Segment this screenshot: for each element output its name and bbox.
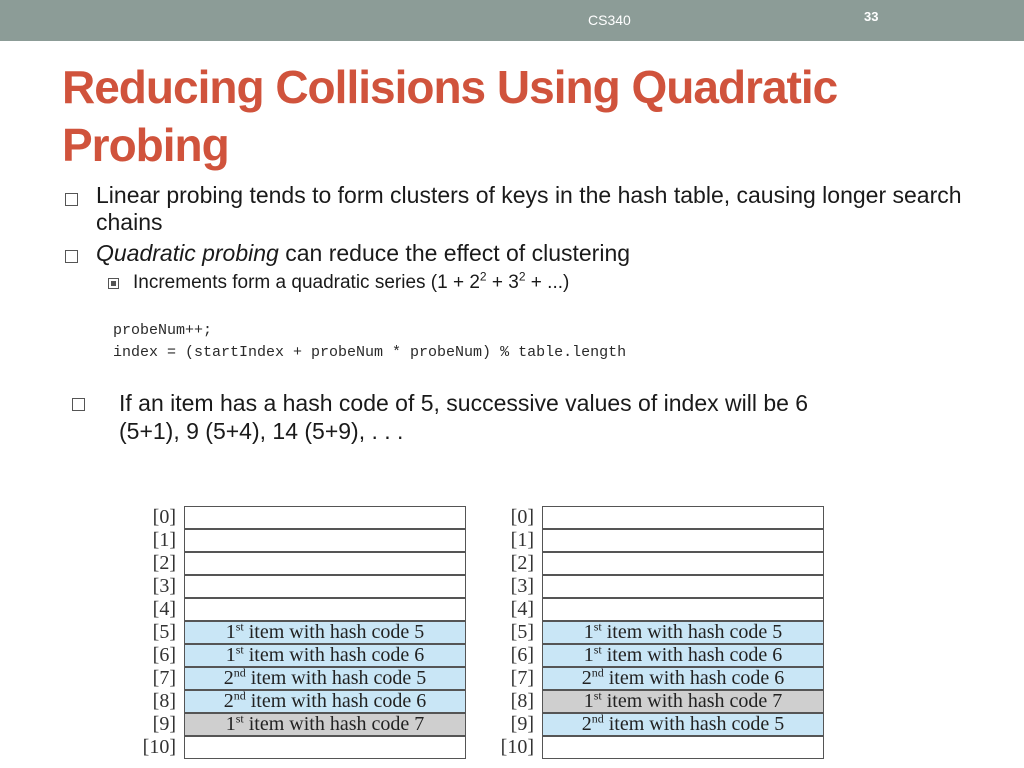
cell-text: item with hash code 5 [243,621,425,643]
cell-ordinal: 2 [581,713,592,735]
cell-ordinal: 1 [583,621,594,643]
table-row [494,713,824,736]
hash-table-left [136,506,466,761]
cell-ordinal: 1 [225,644,236,666]
cell-ordinal: 2 [223,667,234,689]
table-row [494,598,824,621]
bullet-1 [96,182,966,236]
table-row [136,736,466,759]
table-cell [184,552,466,575]
sub-bullet-exp1: 2 [479,269,487,284]
cell-text: item with hash code 7 [243,713,425,735]
table-row [494,690,824,713]
row-index: [9] [152,713,176,735]
slide-title: Reducing Collisions Using Quadratic Probing [62,61,838,171]
sub-bullet-exp2: 2 [518,269,526,284]
table-cell [542,506,824,529]
row-index: [4] [510,598,534,620]
cell-ordinal: 2 [223,690,234,712]
sub-bullet-prefix: Increments form a quadratic series (1 + 2 [133,272,480,293]
table-cell [542,667,824,690]
row-index: [3] [510,575,534,597]
row-index: [3] [152,575,176,597]
cell-text: item with hash code 5 [601,621,783,643]
table-row [136,621,466,644]
sub-bullet-suffix: + ...) [525,272,570,293]
cell-ordinal-suffix: nd [233,688,246,703]
cell-ordinal-suffix: st [235,711,244,726]
hash-table-right [494,506,824,761]
code-line-1: probeNum++; [113,322,213,339]
table-cell [542,736,824,759]
sub-bullet-mid: + 3 [486,272,519,293]
cell-text: item with hash code 6 [243,644,425,666]
table-row [136,690,466,713]
cell-text: item with hash code 5 [245,667,427,689]
row-index: [2] [152,552,176,574]
table-row [494,644,824,667]
bullet-3-line-2: (5+1), 9 (5+4), 14 (5+9), . . . [119,418,404,444]
table-cell [184,529,466,552]
row-index: [7] [152,667,176,689]
bullet-box-icon [72,398,85,411]
bullet-box-icon [65,250,78,263]
table-row [136,552,466,575]
row-index: [2] [510,552,534,574]
table-row [494,529,824,552]
table-row [494,552,824,575]
table-cell [542,621,824,644]
bullet-1-text: Linear probing tends to form clusters of keys in the hash table, causing longer search chains [96,182,962,235]
table-cell [184,575,466,598]
table-row [136,713,466,736]
table-cell [542,598,824,621]
table-row [136,644,466,667]
bullet-2-text: can reduce the effect of clustering [278,240,631,266]
cell-ordinal: 1 [583,644,594,666]
table-row [136,575,466,598]
table-cell [184,690,466,713]
table-cell [184,713,466,736]
table-cell [184,644,466,667]
table-cell [542,644,824,667]
cell-ordinal-suffix: nd [233,665,246,680]
table-row [136,506,466,529]
cell-ordinal-suffix: nd [591,665,604,680]
table-row [494,506,824,529]
cell-ordinal: 1 [225,713,236,735]
cell-text: item with hash code 6 [601,644,783,666]
row-index: [0] [152,506,176,528]
bullet-2-italic: Quadratic probing [96,240,279,266]
bullet-2 [96,240,966,267]
cell-text: item with hash code 7 [601,690,783,712]
cell-ordinal-suffix: st [593,642,602,657]
table-row [494,736,824,759]
table-cell [184,736,466,759]
row-index: [8] [510,690,534,712]
cell-text: item with hash code 5 [603,713,785,735]
cell-ordinal-suffix: st [593,688,602,703]
row-index: [5] [510,621,534,643]
table-row [136,529,466,552]
cell-ordinal: 1 [225,621,236,643]
sub-bullet [133,269,933,294]
row-index: [9] [510,713,534,735]
slide-number: 33 [864,9,879,24]
cell-ordinal: 1 [583,690,594,712]
cell-ordinal: 2 [581,667,592,689]
sub-bullet-icon [108,278,119,289]
table-row [494,621,824,644]
table-cell [542,690,824,713]
cell-ordinal-suffix: st [235,619,244,634]
cell-ordinal-suffix: st [593,619,602,634]
row-index: [8] [152,690,176,712]
table-row [494,667,824,690]
row-index: [7] [510,667,534,689]
table-cell [184,598,466,621]
table-row [136,667,466,690]
table-cell [542,529,824,552]
table-cell [184,621,466,644]
table-cell [542,713,824,736]
table-row [494,575,824,598]
row-index: [1] [510,529,534,551]
cell-text: item with hash code 6 [245,690,427,712]
table-row [136,598,466,621]
row-index: [10] [142,736,176,758]
row-index: [5] [152,621,176,643]
bullet-3-line-1: If an item has a hash code of 5, successive values of index will be 6 [119,390,809,416]
course-label: CS340 [588,12,631,28]
row-index: [6] [510,644,534,666]
cell-ordinal-suffix: nd [591,711,604,726]
cell-text: item with hash code 6 [603,667,785,689]
header-bar [0,0,1024,41]
table-cell [184,506,466,529]
row-index: [0] [510,506,534,528]
cell-ordinal-suffix: st [235,642,244,657]
table-cell [542,575,824,598]
bullet-box-icon [65,193,78,206]
row-index: [4] [152,598,176,620]
row-index: [1] [152,529,176,551]
row-index: [10] [500,736,534,758]
row-index: [6] [152,644,176,666]
table-cell [184,667,466,690]
table-cell [542,552,824,575]
code-line-2: index = (startIndex + probeNum * probeNum) % table.length [113,344,627,361]
